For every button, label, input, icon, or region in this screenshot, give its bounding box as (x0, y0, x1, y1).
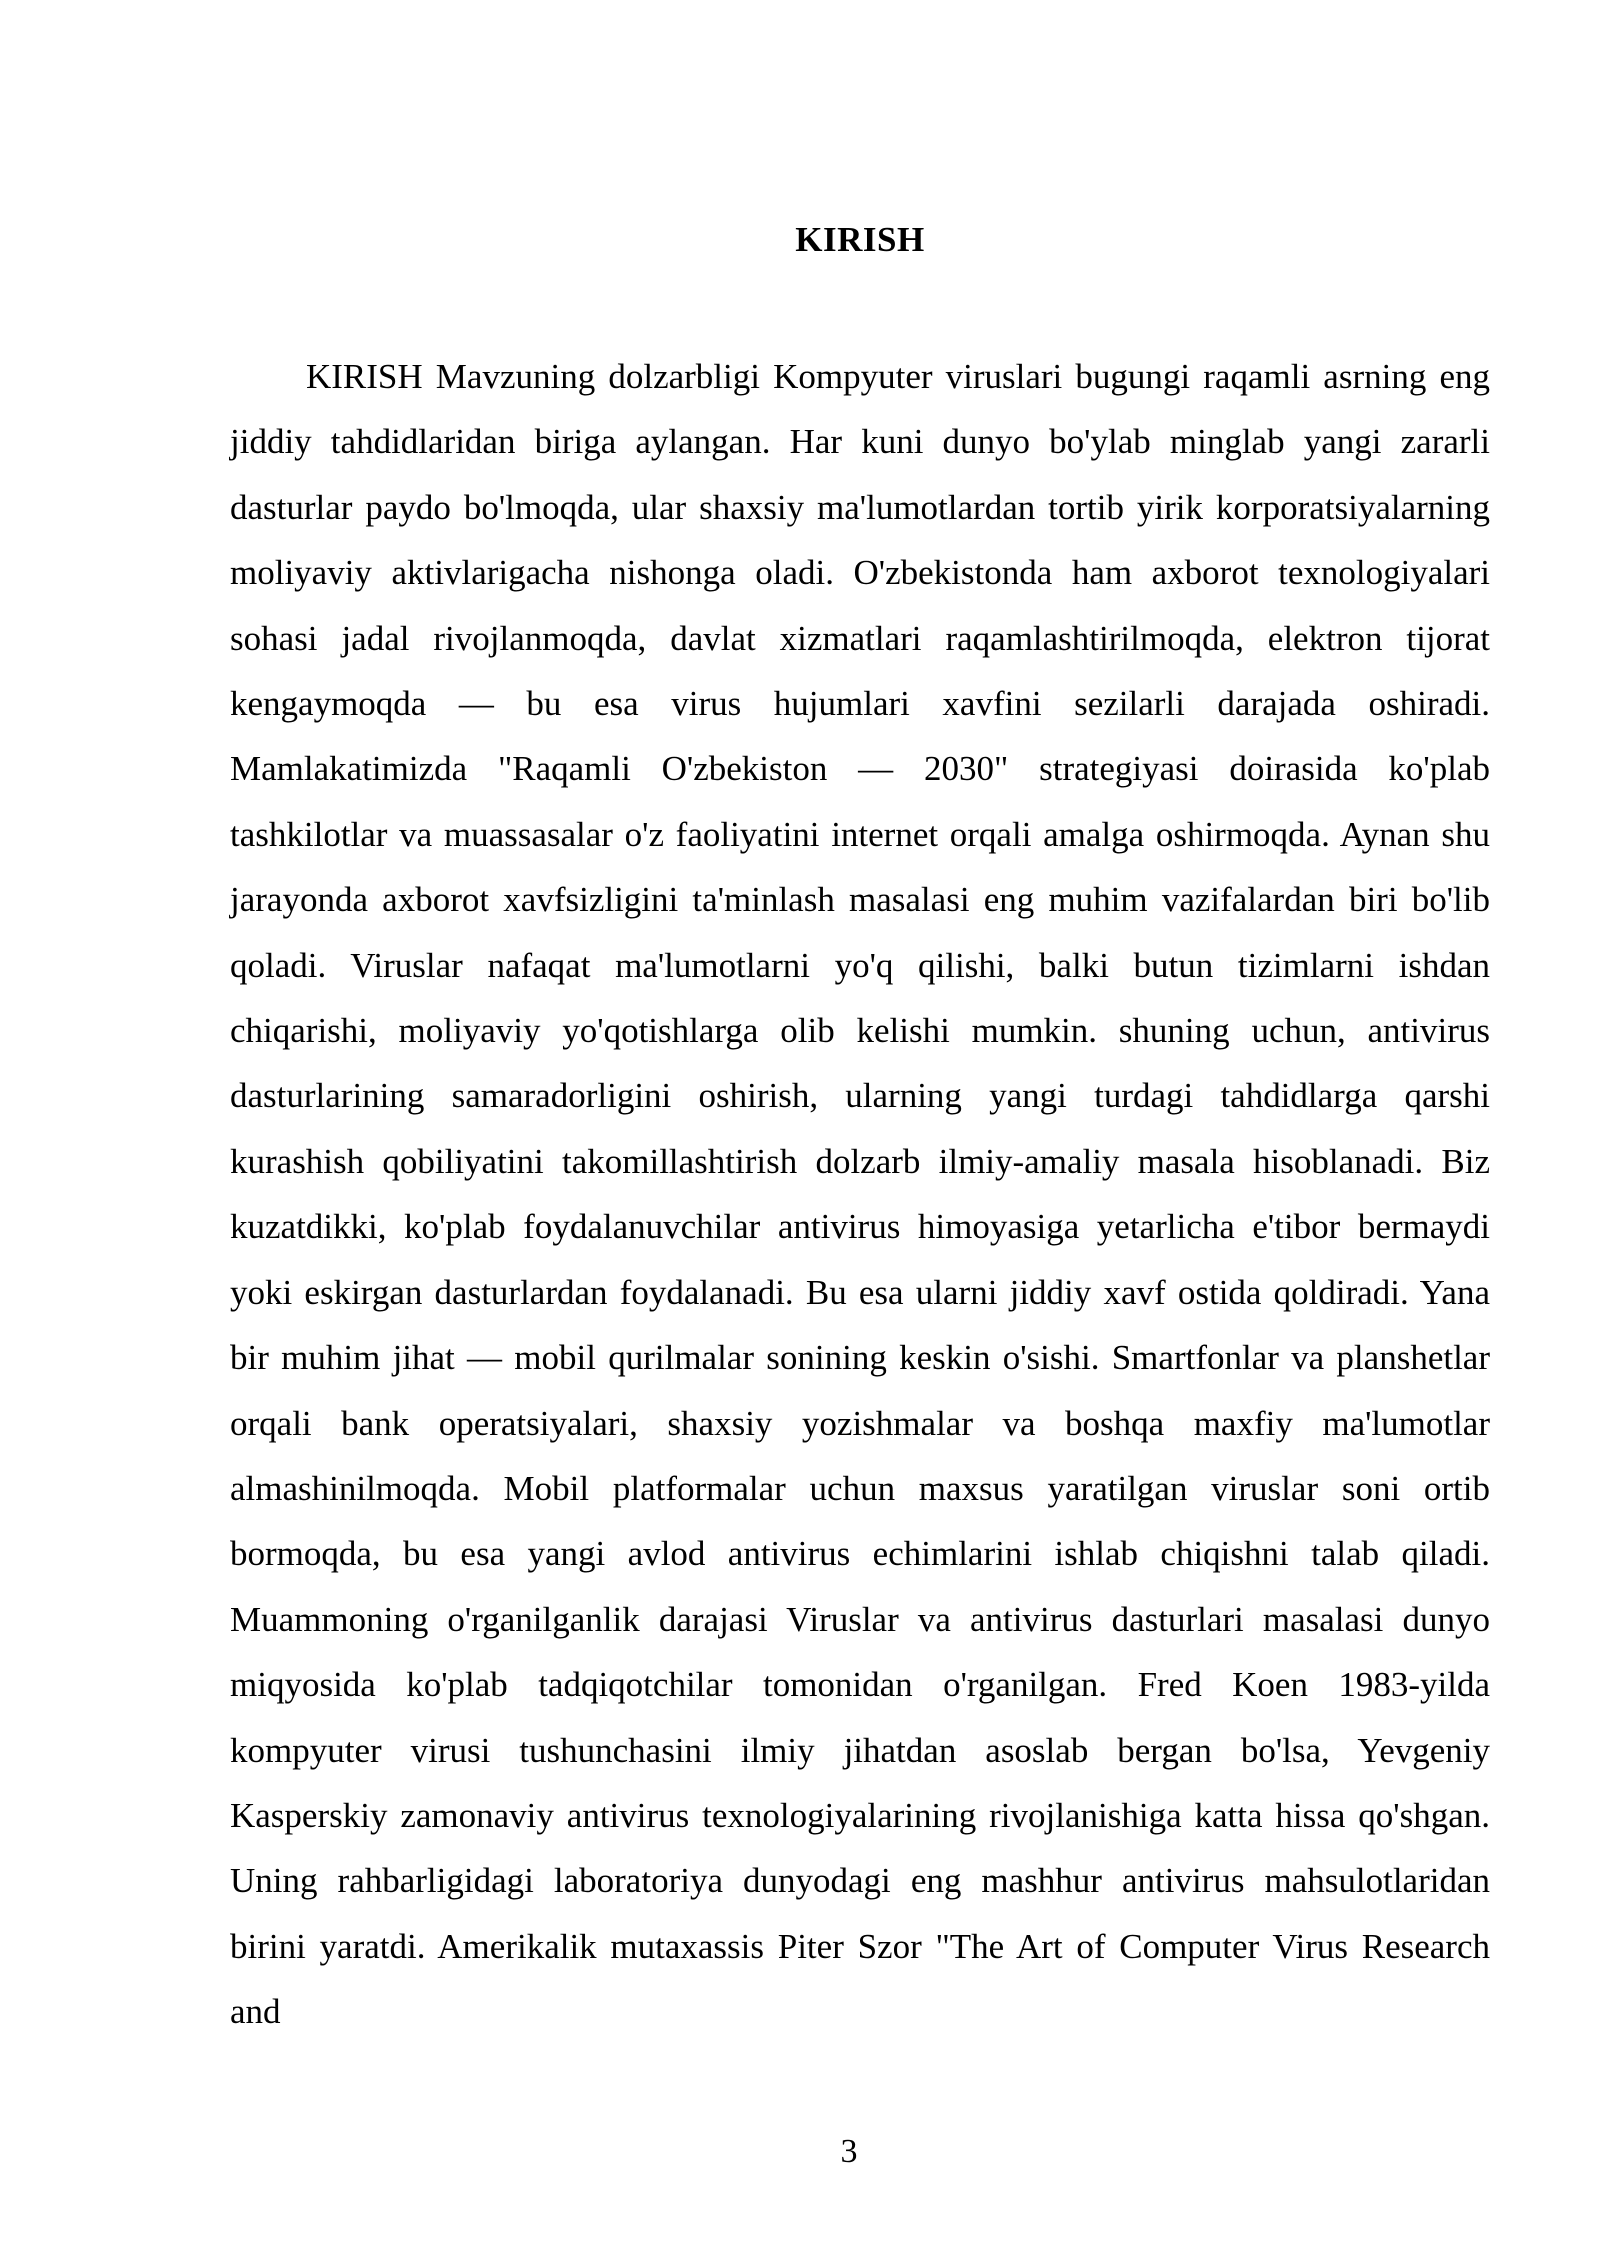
section-heading: KIRISH (795, 220, 925, 259)
body-paragraph: KIRISH Mavzuning dolzarbligi Kompyuter viruslari bugungi raqamli asrning eng jiddiy tahdidlaridan biriga aylangan. Har kuni dunyo bo'ylab minglab yangi zararli dasturlar paydo bo'lmoqda, ular shaxsiy ma'lumotlardan tortib yirik korporatsiyalarning moliyaviy aktivlarigacha nishonga oladi. O'zbekistonda ham axborot texnologiyalari sohasi jadal rivojlanmoqda, davlat xizmatlari raqamlashtirilmoqda, elektron tijorat kengaymoqda — bu esa virus hujumlari xavfini sezilarli darajada oshiradi. Mamlakatimizda "Raqamli O'zbekiston — 2030" strategiyasi doirasida ko'plab tashkilotlar va muassasalar o'z faoliyatini internet orqali amalga oshirmoqda. Aynan shu jarayonda axborot xavfsizligini ta'minlash masalasi eng muhim vazifalardan biri bo'lib qoladi. Viruslar nafaqat ma'lumotlarni yo'q qilishi, balki butun tizimlarni ishdan chiqarishi, moliyaviy yo'qotishlarga olib kelishi mumkin. shuning uchun, antivirus dasturlarining samaradorligini oshirish, ularning yangi turdagi tahdidlarga qarshi kurashish qobiliyatini takomillashtirish dolzarb ilmiy-amaliy masala hisoblanadi. Biz kuzatdikki, ko'plab foydalanuvchilar antivirus himoyasiga yetarlicha e'tibor bermaydi yoki eskirgan dasturlardan foydalanadi. Bu esa ularni jiddiy xavf ostida qoldiradi. Yana bir muhim jihat — mobil qurilmalar sonining keskin o'sishi. Smartfonlar va planshetlar orqali bank operatsiyalari, shaxsiy yozishmalar va boshqa maxfiy ma'lumotlar almashinilmoqda. Mobil platformalar uchun maxsus yaratilgan viruslar soni ortib bormoqda, bu esa yangi avlod antivirus echimlarini ishlab chiqishni talab qiladi. Muammoning o'rganilganlik darajasi Viruslar va antivirus dasturlari masalasi dunyo miqyosida ko'plab tadqiqotchilar tomonidan o'rganilgan. Fred Koen 1983-yilda kompyuter virusi tushunchasini ilmiy jihatdan asoslab bergan bo'lsa, Yevgeniy Kasperskiy zamonaviy antivirus texnologiyalarining rivojlanishiga katta hissa qo'shgan. Uning rahbarligidagi laboratoriya dunyodagi eng mashhur antivirus mahsulotlaridan birini yaratdi. Amerikalik mutaxassis Piter Szor "The Art of Computer Virus Research and (230, 357, 1490, 2032)
page-number: 3 (840, 2133, 858, 2170)
